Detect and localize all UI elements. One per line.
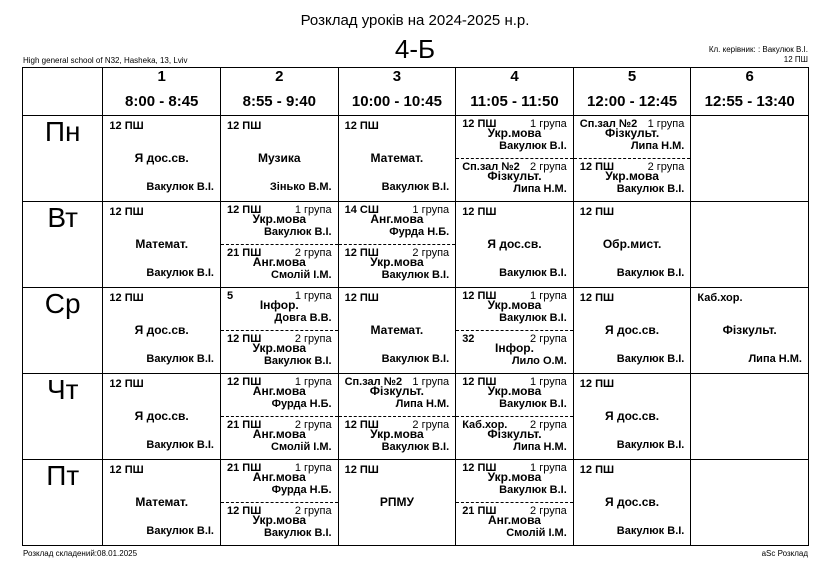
period-time: 12:00 - 12:45 xyxy=(587,93,678,110)
period-time: 10:00 - 10:45 xyxy=(351,93,442,110)
group-lesson xyxy=(221,503,338,545)
lesson-group: 1 група xyxy=(412,204,450,216)
periods-header-row xyxy=(23,68,809,116)
lesson-subject: Математ. xyxy=(370,151,424,165)
lesson-cell xyxy=(456,288,574,374)
group-lesson xyxy=(221,288,338,331)
lesson-cell xyxy=(456,202,574,288)
lesson xyxy=(691,202,808,287)
lesson-group: 2 група xyxy=(412,419,450,431)
lesson xyxy=(339,116,456,201)
lesson-subject: Фізкульт. xyxy=(722,323,777,337)
group-lesson xyxy=(456,331,573,373)
lesson-room: Сп.зал №2 xyxy=(344,376,403,388)
period-time: 11:05 - 11:50 xyxy=(470,93,559,110)
lesson-room: 12 ПШ xyxy=(579,464,615,476)
day-label: Пт xyxy=(23,460,103,546)
split-lesson xyxy=(456,116,573,201)
split-lesson xyxy=(221,288,338,373)
lesson-room: 12 ПШ xyxy=(344,120,379,132)
lesson-subject: Математ. xyxy=(135,237,189,251)
lesson-group: 1 група xyxy=(530,376,567,388)
lesson-teacher: Вакулюк В.І. xyxy=(146,525,214,537)
lesson-subject: Я дос.св. xyxy=(134,151,189,165)
lesson-group: 1 група xyxy=(294,290,332,302)
lesson-group: 1 група xyxy=(647,118,685,130)
lesson-teacher: Вакулюк В.І. xyxy=(263,527,332,539)
lesson-room: 12 ПШ xyxy=(344,292,379,304)
lesson-cell xyxy=(573,460,691,546)
lesson-teacher: Липа Н.М. xyxy=(513,183,567,195)
lesson-cell xyxy=(338,460,456,546)
page-title: Розклад уроків на 2024-2025 н.р. xyxy=(300,12,530,29)
lesson-room: Сп.зал №2 xyxy=(462,161,520,173)
lesson-group: 2 група xyxy=(530,161,567,173)
lesson xyxy=(103,288,220,373)
lesson-teacher: Вакулюк В.І. xyxy=(381,353,450,365)
timetable-body xyxy=(23,116,809,546)
lesson-cell xyxy=(338,116,456,202)
lesson-group: 2 група xyxy=(294,419,332,431)
lesson-teacher: Довга В.В. xyxy=(274,312,332,324)
day-label: Вт xyxy=(23,202,103,288)
group-lesson xyxy=(456,503,573,545)
school-name: High general school of N32, Hasheka, 13, Lviv xyxy=(23,56,188,65)
split-lesson xyxy=(221,460,338,545)
period-number: 6 xyxy=(745,68,754,85)
lesson-teacher: Вакулюк В.І. xyxy=(499,398,567,410)
period-header xyxy=(103,68,221,116)
period-header xyxy=(338,68,456,116)
lesson xyxy=(339,288,456,373)
lesson-room: 12 ПШ xyxy=(109,120,144,132)
lesson-group: 2 група xyxy=(294,333,332,345)
period-header xyxy=(573,68,691,116)
timetable xyxy=(22,67,809,546)
group-lesson xyxy=(456,159,573,201)
lesson xyxy=(456,202,573,287)
lesson-room: 12 ПШ xyxy=(227,204,262,216)
lesson-subject: Математ. xyxy=(135,495,189,509)
lesson-teacher: Смолій І.М. xyxy=(506,527,567,539)
group-lesson xyxy=(456,116,573,159)
lesson-teacher: Вакулюк В.І. xyxy=(499,140,567,152)
lesson-teacher: Вакулюк В.І. xyxy=(146,267,214,279)
lesson-subject: Математ. xyxy=(370,323,424,337)
lesson-group: 1 група xyxy=(530,290,567,302)
day-label: Ср xyxy=(23,288,103,374)
lesson-cell xyxy=(221,202,339,288)
lesson-teacher: Зінько В.М. xyxy=(269,181,332,193)
lesson-cell xyxy=(103,288,221,374)
lesson-room: 12 ПШ xyxy=(579,161,615,173)
period-time: 8:55 - 9:40 xyxy=(242,93,316,110)
lesson-teacher: Липа Н.М. xyxy=(630,140,685,152)
lesson-teacher: Липа Н.М. xyxy=(748,353,802,365)
lesson-cell xyxy=(103,460,221,546)
lesson-cell xyxy=(691,374,809,460)
class-name: 4-Б xyxy=(394,34,436,64)
group-lesson xyxy=(221,331,338,373)
lesson-subject: Я дос.св. xyxy=(605,409,660,423)
group-lesson xyxy=(456,374,573,417)
lesson-subject: Фізкульт. xyxy=(487,169,542,183)
lesson-group: 2 група xyxy=(530,505,567,517)
lesson-cell xyxy=(338,202,456,288)
lesson-subject: Фізкульт. xyxy=(369,384,424,398)
lesson-teacher: Вакулюк В.І. xyxy=(381,181,450,193)
lesson-room: 12 ПШ xyxy=(462,118,497,130)
lesson-teacher: Фурда Н.Б. xyxy=(271,398,332,410)
lesson-subject: Укр.мова xyxy=(252,212,307,226)
lesson-room: 14 СШ xyxy=(344,204,379,216)
lesson-teacher: Вакулюк В.І. xyxy=(263,226,332,238)
lesson-cell xyxy=(221,374,339,460)
lesson-group: 2 група xyxy=(530,419,567,431)
day-row xyxy=(23,288,809,374)
lesson-subject: Музика xyxy=(258,151,301,165)
period-header xyxy=(691,68,809,116)
lesson-teacher: Вакулюк В.І. xyxy=(616,267,685,279)
lesson-subject: Укр.мова xyxy=(252,341,307,355)
lesson-teacher: Вакулюк В.І. xyxy=(499,267,567,279)
lesson xyxy=(691,288,808,373)
lesson-room: 21 ПШ xyxy=(462,505,497,517)
lesson-teacher: Смолій І.М. xyxy=(271,441,332,453)
lesson-subject: Я дос.св. xyxy=(134,409,189,423)
lesson-teacher: Липа Н.М. xyxy=(395,398,450,410)
lesson-subject: Укр.мова xyxy=(370,427,424,441)
lesson-cell xyxy=(691,116,809,202)
group-lesson xyxy=(339,245,456,287)
lesson xyxy=(103,202,220,287)
lesson-room: Каб.хор. xyxy=(697,292,743,304)
group-lesson xyxy=(339,202,456,245)
period-header xyxy=(456,68,574,116)
lesson-subject: Я дос.св. xyxy=(134,323,189,337)
corner-cell xyxy=(23,68,103,116)
lesson-teacher: Вакулюк В.І. xyxy=(499,484,567,496)
day-row xyxy=(23,116,809,202)
lesson-teacher: Вакулюк В.І. xyxy=(146,353,214,365)
lesson-cell xyxy=(456,116,574,202)
group-lesson xyxy=(574,116,691,159)
lesson xyxy=(339,460,456,545)
day-label: Пн xyxy=(23,116,103,202)
split-lesson xyxy=(456,374,573,459)
group-lesson xyxy=(221,417,338,459)
class-teacher xyxy=(709,45,808,65)
lesson-group: 2 група xyxy=(294,505,332,517)
lesson-room: 21 ПШ xyxy=(227,462,262,474)
lesson-teacher: Вакулюк В.І. xyxy=(499,312,567,324)
lesson-teacher: Вакулюк В.І. xyxy=(381,269,450,281)
lesson-cell xyxy=(103,202,221,288)
period-number: 3 xyxy=(392,68,402,85)
lesson-subject: Укр.мова xyxy=(487,384,542,398)
lesson-group: 2 група xyxy=(647,161,685,173)
lesson-cell xyxy=(573,116,691,202)
day-row xyxy=(23,460,809,546)
lesson-room: 12 ПШ xyxy=(109,292,144,304)
lesson-cell xyxy=(691,288,809,374)
split-lesson xyxy=(221,202,338,287)
lesson-teacher: Вакулюк В.І. xyxy=(146,439,214,451)
lesson-subject: Укр.мова xyxy=(605,169,659,183)
lesson-room: 12 ПШ xyxy=(579,292,615,304)
lesson xyxy=(574,460,691,545)
group-lesson xyxy=(221,245,338,287)
lesson-subject: Укр.мова xyxy=(370,255,424,269)
lesson-teacher: Вакулюк В.І. xyxy=(146,181,214,193)
lesson-room: 12 ПШ xyxy=(227,376,262,388)
group-lesson xyxy=(456,460,573,503)
lesson xyxy=(574,374,691,459)
lesson-cell xyxy=(221,460,339,546)
lesson-subject: Анг.мова xyxy=(370,212,424,226)
lesson-group: 1 група xyxy=(294,204,332,216)
lesson-cell xyxy=(573,202,691,288)
lesson-room: 12 ПШ xyxy=(462,376,497,388)
lesson-room: 5 xyxy=(227,290,234,302)
lesson-teacher: Вакулюк В.І. xyxy=(381,441,450,453)
period-header xyxy=(221,68,339,116)
lesson-room: 21 ПШ xyxy=(227,247,262,259)
lesson-room: 12 ПШ xyxy=(579,206,615,218)
lesson-cell xyxy=(103,374,221,460)
lesson-teacher: Липа Н.М. xyxy=(513,441,567,453)
lesson xyxy=(574,202,691,287)
period-number: 2 xyxy=(275,68,284,85)
group-lesson xyxy=(456,417,573,459)
lesson-cell xyxy=(338,374,456,460)
split-lesson xyxy=(456,288,573,373)
lesson-subject: Анг.мова xyxy=(252,384,306,398)
lesson-cell xyxy=(573,288,691,374)
split-lesson xyxy=(339,374,456,459)
lesson-room: Сп.зал №2 xyxy=(579,118,638,130)
lesson-subject: Анг.мова xyxy=(252,427,306,441)
group-lesson xyxy=(221,460,338,503)
lesson-subject: Обр.мист. xyxy=(602,237,662,251)
class-teacher-room: 12 ПШ xyxy=(783,55,808,64)
lesson xyxy=(691,460,808,545)
group-lesson xyxy=(339,374,456,417)
class-teacher-name: Кл. керівник: : Вакулюк В.І. xyxy=(708,45,808,54)
lesson-room: 12 ПШ xyxy=(227,333,262,345)
day-row xyxy=(23,202,809,288)
period-number: 4 xyxy=(510,68,519,85)
lesson-subject: Анг.мова xyxy=(252,255,306,269)
lesson-subject: РПМУ xyxy=(379,495,414,509)
lesson xyxy=(103,116,220,201)
lesson-cell xyxy=(573,374,691,460)
lesson-room: Каб.хор. xyxy=(462,419,508,431)
lesson-group: 1 група xyxy=(412,376,450,388)
lesson-teacher: Вакулюк В.І. xyxy=(616,525,685,537)
day-label: Чт xyxy=(23,374,103,460)
lesson xyxy=(691,116,808,201)
period-number: 5 xyxy=(627,68,637,85)
lesson-cell xyxy=(691,460,809,546)
lesson-teacher: Вакулюк В.І. xyxy=(616,183,685,195)
lesson-room: 12 ПШ xyxy=(462,462,497,474)
group-lesson xyxy=(456,288,573,331)
lesson-subject: Інфор. xyxy=(495,341,534,355)
lesson-subject: Укр.мова xyxy=(252,513,307,527)
split-lesson xyxy=(456,460,573,545)
lesson-teacher: Лило О.М. xyxy=(511,355,567,367)
lesson-cell xyxy=(691,202,809,288)
lesson xyxy=(103,374,220,459)
created-date: Розклад складений:08.01.2025 xyxy=(23,549,138,558)
lesson-room: 12 ПШ xyxy=(227,120,262,132)
lesson-subject: Я дос.св. xyxy=(605,495,660,509)
lesson-teacher: Вакулюк В.І. xyxy=(263,355,332,367)
lesson-subject: Анг.мова xyxy=(487,513,541,527)
split-lesson xyxy=(221,374,338,459)
group-lesson xyxy=(574,159,691,201)
lesson-subject: Я дос.св. xyxy=(605,323,660,337)
lesson-teacher: Вакулюк В.І. xyxy=(616,439,685,451)
lesson-group: 2 група xyxy=(412,247,450,259)
period-number: 1 xyxy=(157,68,166,85)
lesson-teacher: Смолій І.М. xyxy=(271,269,332,281)
lesson-group: 2 група xyxy=(530,333,567,345)
lesson-cell xyxy=(221,288,339,374)
lesson xyxy=(103,460,220,545)
lesson-cell xyxy=(338,288,456,374)
lesson-room: 12 ПШ xyxy=(579,378,615,390)
lesson-subject: Фізкульт. xyxy=(604,126,660,140)
lesson-cell xyxy=(221,116,339,202)
lesson-subject: Укр.мова xyxy=(487,126,542,140)
period-time: 12:55 - 13:40 xyxy=(704,93,795,110)
lesson-room: 12 ПШ xyxy=(227,505,262,517)
lesson-room: 12 ПШ xyxy=(344,247,379,259)
lesson-teacher: Фурда Н.Б. xyxy=(389,226,450,238)
lesson-room: 12 ПШ xyxy=(462,290,497,302)
lesson-room: 12 ПШ xyxy=(109,378,144,390)
lesson-group: 1 група xyxy=(530,462,567,474)
app-brand: aSc Розклад xyxy=(761,549,808,558)
lesson-group: 1 група xyxy=(294,462,332,474)
lesson-group: 1 група xyxy=(294,376,332,388)
lesson-cell xyxy=(456,460,574,546)
lesson xyxy=(574,288,691,373)
split-lesson xyxy=(339,202,456,287)
lesson-room: 12 ПШ xyxy=(462,206,497,218)
group-lesson xyxy=(339,417,456,459)
lesson-room: 21 ПШ xyxy=(227,419,262,431)
lesson-group: 2 група xyxy=(294,247,332,259)
lesson-room: 32 xyxy=(462,333,475,345)
day-row xyxy=(23,374,809,460)
group-lesson xyxy=(221,374,338,417)
lesson-teacher: Вакулюк В.І. xyxy=(616,353,685,365)
split-lesson xyxy=(574,116,691,201)
lesson-room: 12 ПШ xyxy=(344,464,379,476)
lesson-subject: Інфор. xyxy=(259,298,299,312)
lesson-room: 12 ПШ xyxy=(344,419,379,431)
lesson xyxy=(691,374,808,459)
lesson-subject: Я дос.св. xyxy=(487,237,542,251)
lesson-subject: Фізкульт. xyxy=(487,427,542,441)
period-time: 8:00 - 8:45 xyxy=(125,93,199,110)
lesson-subject: Укр.мова xyxy=(487,298,542,312)
lesson-cell xyxy=(456,374,574,460)
lesson-cell xyxy=(103,116,221,202)
lesson xyxy=(221,116,338,201)
lesson-subject: Анг.мова xyxy=(252,470,306,484)
lesson-room: 12 ПШ xyxy=(109,464,144,476)
lesson-subject: Укр.мова xyxy=(487,470,542,484)
lesson-group: 1 група xyxy=(530,118,567,130)
group-lesson xyxy=(221,202,338,245)
lesson-teacher: Фурда Н.Б. xyxy=(271,484,332,496)
lesson-room: 12 ПШ xyxy=(109,206,144,218)
